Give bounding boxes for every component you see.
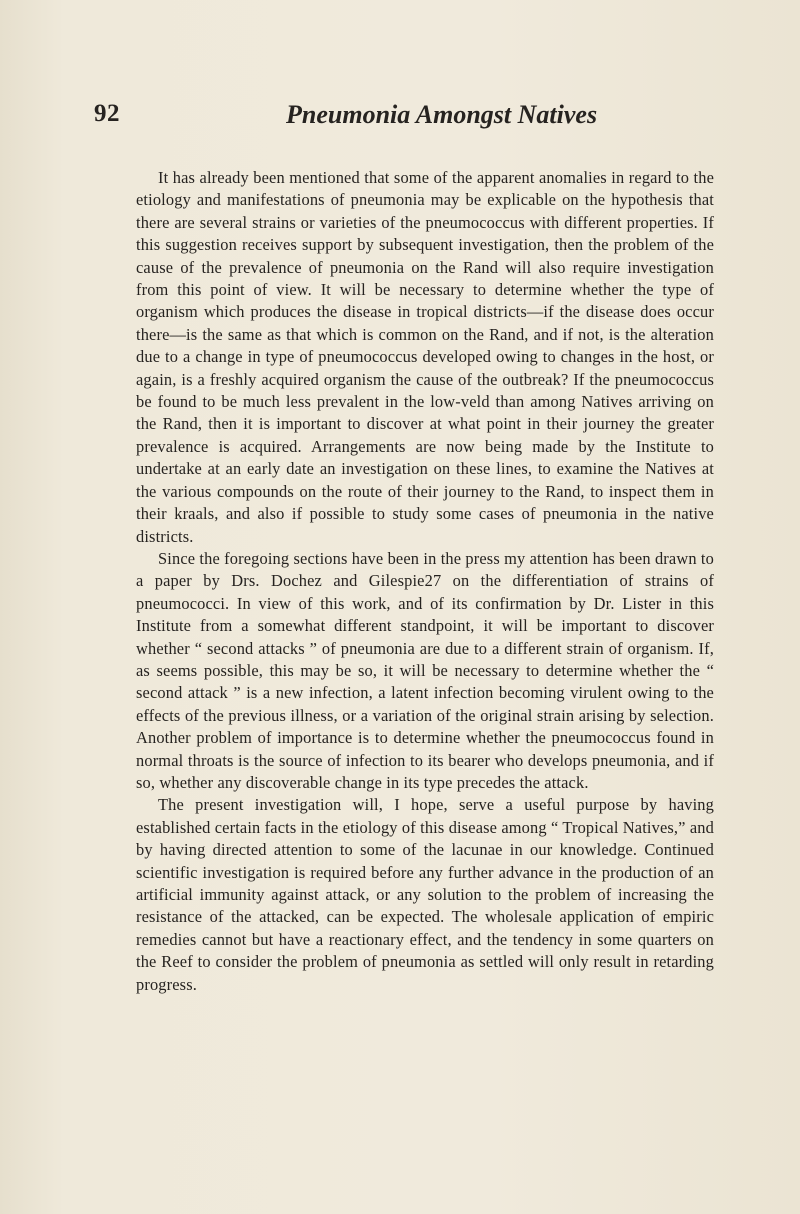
paragraph: Since the foregoing sections have been in the press my attention has been drawn to a paper by Drs. Dochez and Gilespie27 on the differentiation of strains of pneumococci. In view of this work, and of its confirmation by Dr. Lister in this Institute from a somewhat different standpoint, it will be important to discover whether “ second attacks ” of pneumonia are due to a different strain of organism. If, as seems possible, this may be so, it will be necessary to determine whether the “ second attack ” is a new infection, a latent infection becoming virulent owing to the effects of the previous illness, or a variation of the original strain arising by selection. Another problem of importance is to determine whether the pneumococcus found in normal throats is the source of infection to its bearer who develops pneumonia, and if so, whether any discoverable change in its type precedes the attack. xyxy=(136,548,714,792)
paragraph: The present investigation will, I hope, serve a useful purpose by having established certain facts in the etiology of this disease among “ Tropical Natives,” and by having directed attention to some of the lacunae in our knowledge. Continued scientific investigation is required before any further advance in the production of an artificial immunity against attack, or any solution to the problem of increasing the resistance of the attacked, can be expected. The wholesale application of empiric remedies cannot but have a reactionary effect, and the tendency in some quarters on the Reef to consider the problem of pneumonia as settled will only result in retarding progress. xyxy=(136,795,714,994)
page-number: 92 xyxy=(94,100,120,127)
paragraph: It has already been mentioned that some of the apparent anomalies in regard to the etiology and manifestations of pneumonia may be explicable on the hypothesis that there are several strains or varieties of the pneumococcus with different properties. If this suggestion receives support by subsequent investigation, then the problem of the cause of the prevalence of pneumonia on the Rand will also require investigation from this point of view. It will be necessary to determine whether the type of organism which produces the disease in tropical districts—if the disease does occur there—is the same as that which is common on the Rand, and if not, is the alteration due to a change in type of pneumococcus developed owing to changes in the host, or again, is a freshly acquired organism the cause of the outbreak? If the pneumococcus be found to be much less prevalent in the low-veld than among Natives arriving on the Rand, then it is important to discover at what point in their journey the greater prevalence is acquired. Arrangements are now being made by the Institute to undertake at an early date an investigation on these lines, to examine the Natives at the various compounds on the route of their journey to the Rand, to inspect them in their kraals, and also if possible to study some cases of pneumonia in the native districts. xyxy=(136,168,714,546)
body-text xyxy=(136,167,714,996)
running-title: Pneumonia Amongst Natives xyxy=(286,100,598,129)
page-header xyxy=(94,100,714,136)
